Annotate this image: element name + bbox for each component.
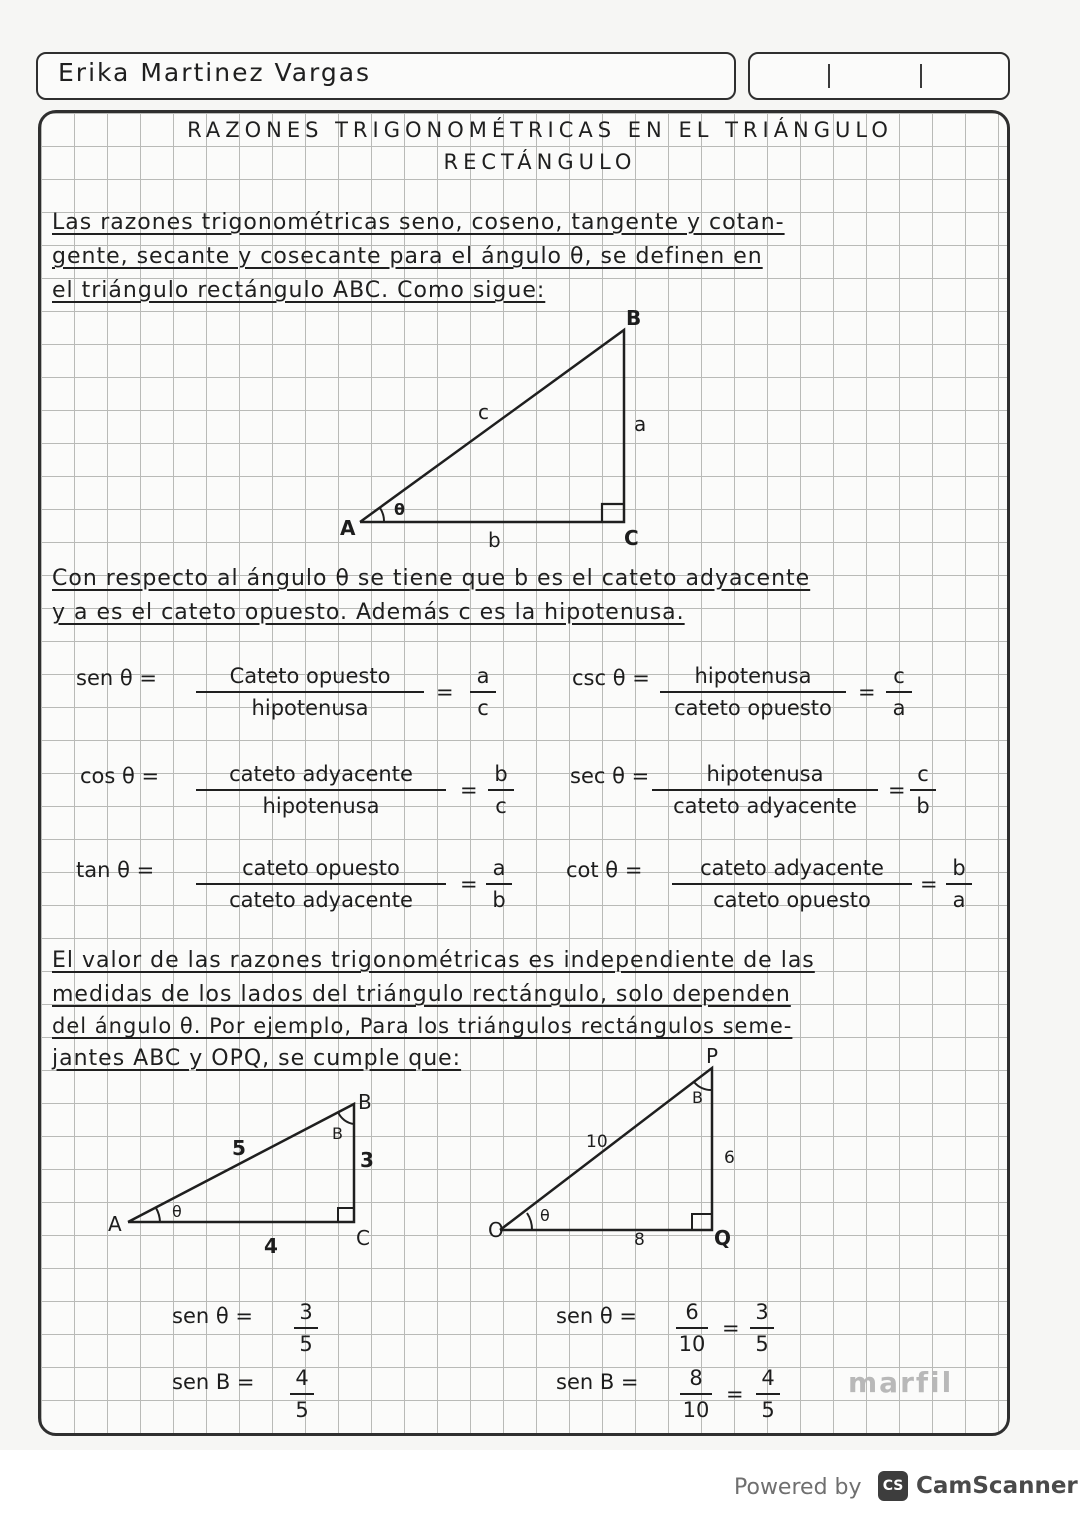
- independence-line-2: medidas de los lados del triángulo rectángulo, solo dependen: [52, 982, 791, 1007]
- equals-sign: =: [888, 778, 906, 802]
- tan-numerator: cateto opuesto: [196, 856, 446, 885]
- sec-fraction: [652, 762, 878, 818]
- t2-side-hyp: 5: [232, 1136, 246, 1160]
- theta-arc: [156, 1208, 160, 1222]
- triangle-abc: [360, 330, 624, 522]
- result-sen-beta-value: [290, 1366, 314, 1422]
- sec-numerator: hipotenusa: [652, 762, 878, 791]
- vertex-c: C: [624, 526, 639, 550]
- result-den: 5: [755, 1332, 769, 1356]
- result-sen-theta-label: sen θ =: [172, 1304, 253, 1328]
- camscanner-name: CamScanner: [916, 1473, 1078, 1499]
- cos-ratio-den: c: [495, 794, 507, 818]
- sen-numerator: Cateto opuesto: [196, 664, 424, 693]
- tan-label: tan θ =: [76, 858, 155, 882]
- result-den: 10: [682, 1398, 710, 1422]
- t3-vertex-p: P: [706, 1044, 719, 1068]
- result-sen-beta-value-2: [680, 1366, 712, 1422]
- sec-ratio-num: c: [910, 762, 936, 791]
- result-den: 5: [295, 1398, 309, 1422]
- equals-sign: =: [460, 872, 478, 896]
- sen-ratio: [470, 664, 496, 720]
- result-sen-theta-simplified: [750, 1300, 774, 1356]
- angle-arc: [380, 508, 384, 522]
- equals-sign: =: [722, 1316, 740, 1340]
- sen-fraction: [196, 664, 424, 720]
- cot-fraction: [672, 856, 912, 912]
- page-title-line2: RECTÁNGULO: [443, 150, 637, 174]
- side-b: b: [488, 528, 501, 552]
- result-sen-theta-label-2: sen θ =: [556, 1304, 637, 1328]
- side-c: c: [478, 400, 489, 424]
- csc-denominator: cateto opuesto: [674, 696, 832, 720]
- result-num: 6: [676, 1300, 708, 1329]
- cos-numerator: cateto adyacente: [196, 762, 446, 791]
- tan-ratio-den: b: [492, 888, 506, 912]
- sen-label: sen θ =: [76, 666, 157, 690]
- sen-ratio-num: a: [470, 664, 496, 693]
- result-den: 5: [299, 1332, 313, 1356]
- equals-sign: =: [460, 778, 478, 802]
- vertex-b: B: [626, 306, 642, 330]
- sec-ratio: [910, 762, 936, 818]
- t3-vertex-q: Q: [714, 1226, 732, 1250]
- independence-line-3: del ángulo θ. Por ejemplo, Para los triángulos rectángulos seme-: [52, 1014, 793, 1038]
- result-sen-beta-simplified: [756, 1366, 780, 1422]
- t3-side-hyp: 10: [586, 1132, 608, 1152]
- intro-line-3: el triángulo rectángulo ABC. Como sigue:: [52, 278, 546, 303]
- t2-vertex-c: C: [356, 1226, 370, 1250]
- csc-ratio-den: a: [892, 696, 906, 720]
- beta-arc: [338, 1112, 354, 1124]
- cos-label: cos θ =: [80, 764, 160, 788]
- cot-ratio-num: b: [946, 856, 972, 885]
- t2-theta: θ: [172, 1202, 182, 1221]
- result-num: 3: [750, 1300, 774, 1329]
- independence-line-1: El valor de las razones trigonométricas es independiente de las: [52, 948, 815, 973]
- cos-denominator: hipotenusa: [262, 794, 380, 818]
- cot-numerator: cateto adyacente: [672, 856, 912, 885]
- page-title: RAZONES TRIGONOMÉTRICAS EN EL TRIÁNGULO: [187, 118, 893, 142]
- result-num: 3: [294, 1300, 318, 1329]
- angle-theta: θ: [394, 500, 405, 519]
- tan-ratio: [486, 856, 512, 912]
- cos-ratio: [488, 762, 514, 818]
- csc-ratio-num: c: [886, 664, 912, 693]
- camscanner-logo-icon: CS: [878, 1471, 908, 1501]
- t2-vertex-a: A: [108, 1212, 122, 1236]
- t2-beta: B: [332, 1124, 343, 1143]
- notebook-brand: marfil: [848, 1366, 954, 1399]
- equals-sign: =: [436, 680, 454, 704]
- t3-theta: θ: [540, 1206, 550, 1225]
- tan-denominator: cateto adyacente: [229, 888, 413, 912]
- t3-vertex-o: O: [488, 1218, 504, 1242]
- csc-numerator: hipotenusa: [660, 664, 846, 693]
- cot-ratio-den: a: [952, 888, 966, 912]
- equals-sign: =: [920, 872, 938, 896]
- t3-side-opp: 6: [724, 1148, 735, 1168]
- right-angle-mark: [692, 1214, 712, 1230]
- t2-side-opp: 3: [360, 1148, 374, 1172]
- sec-label: sec θ =: [570, 764, 650, 788]
- result-sen-theta-value: [294, 1300, 318, 1356]
- t3-side-adj: 8: [634, 1230, 645, 1250]
- cot-ratio: [946, 856, 972, 912]
- result-num: 4: [756, 1366, 780, 1395]
- cot-denominator: cateto opuesto: [713, 888, 871, 912]
- equals-sign: =: [858, 680, 876, 704]
- powered-by-text: Powered by: [734, 1475, 862, 1500]
- tan-fraction: [196, 856, 446, 912]
- intro-line-2: gente, secante y cosecante para el ángulo θ, se definen en: [52, 244, 763, 269]
- result-sen-beta-label-2: sen B =: [556, 1370, 639, 1394]
- csc-ratio: [886, 664, 912, 720]
- independence-line-4: jantes ABC y OPQ, se cumple que:: [52, 1046, 462, 1071]
- respect-line-2: y a es el cateto opuesto. Además c es la hipotenusa.: [52, 600, 685, 625]
- right-angle-mark: [602, 504, 624, 522]
- csc-fraction: [660, 664, 846, 720]
- result-num: 8: [680, 1366, 712, 1395]
- csc-label: csc θ =: [572, 666, 650, 690]
- sen-denominator: hipotenusa: [251, 696, 369, 720]
- t2-side-adj: 4: [264, 1234, 278, 1258]
- tan-ratio-num: a: [486, 856, 512, 885]
- respect-line-1: Con respecto al ángulo θ se tiene que b es el cateto adyacente: [52, 566, 811, 591]
- cos-fraction: [196, 762, 446, 818]
- side-a: a: [634, 412, 647, 436]
- sec-denominator: cateto adyacente: [673, 794, 857, 818]
- vertex-a: A: [340, 516, 356, 540]
- intro-line-1: Las razones trigonométricas seno, coseno, tangente y cotan-: [52, 210, 785, 235]
- student-name: Erika Martinez Vargas: [58, 58, 372, 87]
- result-den: 5: [761, 1398, 775, 1422]
- t3-beta: B: [692, 1088, 703, 1107]
- sen-ratio-den: c: [477, 696, 489, 720]
- result-sen-theta-value-2: [676, 1300, 708, 1356]
- result-num: 4: [290, 1366, 314, 1395]
- t2-vertex-b: B: [358, 1090, 372, 1114]
- triangle-abc-small: [128, 1104, 354, 1222]
- theta-arc: [527, 1213, 532, 1230]
- sec-ratio-den: b: [916, 794, 930, 818]
- result-den: 10: [678, 1332, 706, 1356]
- equals-sign: =: [726, 1382, 744, 1406]
- right-angle-mark: [338, 1208, 354, 1222]
- cot-label: cot θ =: [566, 858, 643, 882]
- cos-ratio-num: b: [488, 762, 514, 791]
- result-sen-beta-label: sen B =: [172, 1370, 255, 1394]
